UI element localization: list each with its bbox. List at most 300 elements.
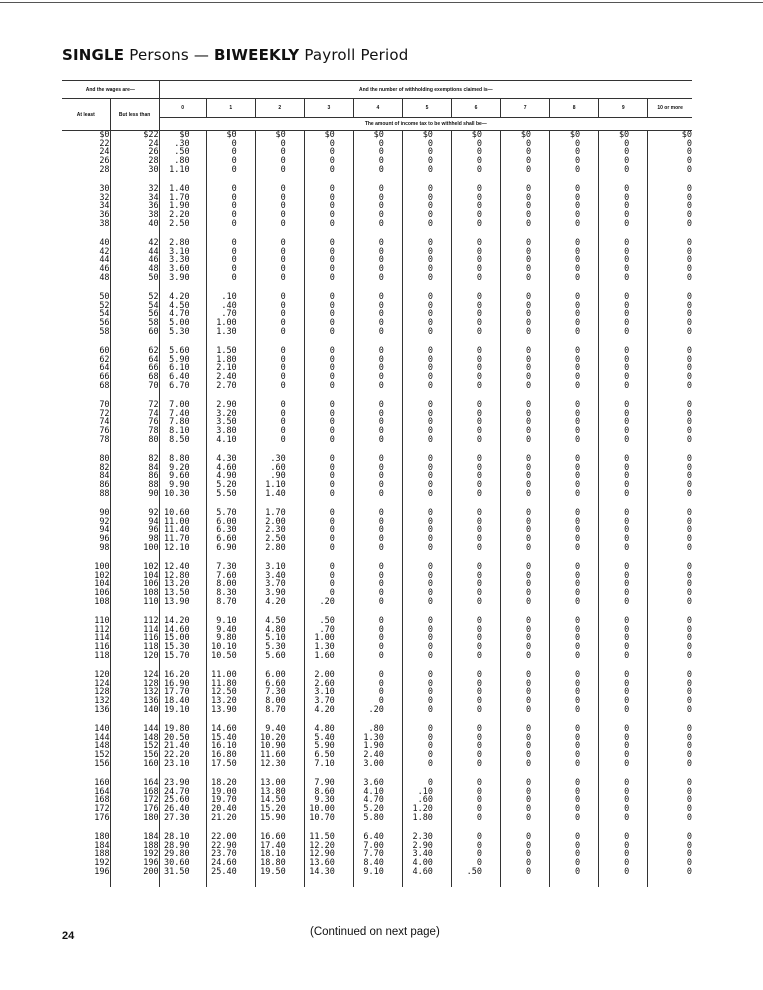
table-cell-value: 32 <box>99 192 110 203</box>
table-cell-value: 0 <box>624 238 630 248</box>
exemption-7-cell-values <box>501 563 531 607</box>
table-cell-value: 3.10 <box>169 246 190 257</box>
table-cell-value: 2.30 <box>265 525 286 536</box>
table-cell-value: 0 <box>525 516 532 527</box>
table-cell-value: 7.00 <box>363 840 384 851</box>
table-cell-value: 7.00 <box>169 400 190 410</box>
table-cell-value: 24.70 <box>164 786 190 797</box>
table-cell-value: 46 <box>99 264 110 275</box>
table-cell-value: 24.60 <box>211 858 237 869</box>
but-less-cell <box>110 779 159 833</box>
table-cell-value: 0 <box>575 840 581 851</box>
table-cell-value: 0 <box>525 542 532 553</box>
exemption-1-cell-values <box>207 455 237 499</box>
exemption-3-cell-values <box>305 293 335 337</box>
table-cell-value: 0 <box>624 832 630 842</box>
table-cell-value: 0 <box>624 354 630 365</box>
table-cell-value: 0 <box>231 138 237 149</box>
table-cell-value: 0 <box>280 238 286 248</box>
but-less-cell <box>110 185 159 239</box>
table-cell-value: 0 <box>624 454 630 464</box>
exemption-9-cell <box>599 185 648 239</box>
table-cell-value: 114 <box>94 633 110 644</box>
at-least-cell <box>62 725 110 779</box>
table-cell-value: .20 <box>319 596 335 607</box>
table-cell-value: 1.90 <box>363 741 384 752</box>
table-cell-value: 0 <box>575 795 581 806</box>
table-cell-value: 16.80 <box>211 750 237 761</box>
table-cell-value: 4.50 <box>169 300 190 311</box>
table-cell-value: 74 <box>99 417 110 428</box>
table-cell-value: 13.20 <box>164 579 190 590</box>
table-cell-value: 50 <box>99 292 110 302</box>
table-cell-value: 21.20 <box>211 812 237 823</box>
exemption-6-cell <box>452 617 501 671</box>
table-cell-value: 0 <box>329 380 335 391</box>
exemption-5-cell-values <box>403 239 433 283</box>
exemption-5-cell <box>402 455 451 509</box>
table-cell-value: 0 <box>686 462 692 473</box>
table-cell-value: 0 <box>329 218 335 229</box>
table-cell-value: 12.90 <box>309 849 335 860</box>
table-cell-value: 0 <box>378 346 384 356</box>
table-cell-value: 0 <box>476 624 482 635</box>
exemption-1-cell <box>206 239 255 293</box>
table-cell-value: 54 <box>148 300 159 311</box>
table-cell-value: .30 <box>174 138 190 149</box>
exemption-5-cell-values <box>403 563 433 607</box>
table-cell-value: 5.60 <box>265 650 286 661</box>
table-cell-value: 120 <box>143 650 159 661</box>
table-cell-value: 0 <box>525 488 532 499</box>
table-cell-value: 0 <box>686 732 692 743</box>
table-cell-value: 0 <box>525 696 532 707</box>
table-cell-value: 0 <box>624 255 630 266</box>
table-cell-value: 0 <box>476 255 482 266</box>
page-title <box>62 46 408 64</box>
table-cell-value: 18.10 <box>260 849 286 860</box>
table-cell-value: 0 <box>378 417 384 428</box>
table-cell-value: 0 <box>378 678 384 689</box>
table-cell-value: 0 <box>575 246 581 257</box>
table-cell-value: 0 <box>686 372 692 383</box>
table-cell-value: 0 <box>686 272 692 283</box>
exemption-1-cell-values <box>207 509 237 553</box>
exemption-7-cell-values <box>501 293 531 337</box>
table-cell-value: 0 <box>525 210 532 221</box>
table-row-group <box>62 347 692 401</box>
exemption-0-cell-values <box>160 185 190 229</box>
table-cell-value: 0 <box>476 309 482 320</box>
table-cell-value: 0 <box>280 426 286 437</box>
exemption-9-cell <box>599 779 648 833</box>
exemption-9-cell <box>599 725 648 779</box>
table-cell-value: $0 <box>520 130 532 140</box>
table-cell-value: 0 <box>427 650 433 661</box>
exemption-7-cell <box>501 293 550 347</box>
table-cell-value: 0 <box>476 192 482 203</box>
table-cell-value: 0 <box>427 218 433 229</box>
table-cell-value: 0 <box>525 724 532 734</box>
table-cell-value: 15.90 <box>260 812 286 823</box>
table-cell-value: 0 <box>575 741 581 752</box>
table-cell-value: 0 <box>575 508 581 518</box>
exemption-7-cell <box>501 833 550 887</box>
exemption-0-cell <box>159 401 206 455</box>
exemption-7-cell-values <box>501 779 531 823</box>
exemption-5-cell <box>402 293 451 347</box>
table-cell-value: 0 <box>378 272 384 283</box>
exemption-2-cell-values <box>256 347 286 391</box>
table-cell-value: 0 <box>427 624 433 635</box>
table-cell-value: 176 <box>143 804 159 815</box>
exemption-8-cell <box>550 239 599 293</box>
exemption-2-cell <box>255 131 304 186</box>
table-cell-value: 152 <box>94 750 110 761</box>
table-cell-value: 0 <box>525 192 532 203</box>
table-cell-value: 0 <box>575 201 581 212</box>
table-cell-value: 0 <box>476 292 482 302</box>
table-cell-value: 0 <box>427 724 433 734</box>
but-less-cell <box>110 509 159 563</box>
table-cell-value: 0 <box>378 596 384 607</box>
table-cell-value: 0 <box>476 184 482 194</box>
table-cell-value: 8.70 <box>265 704 286 715</box>
table-cell-value: 0 <box>525 238 532 248</box>
table-cell-value: 0 <box>280 218 286 229</box>
table-cell-value: 0 <box>575 858 581 869</box>
table-cell-value: 0 <box>686 687 692 698</box>
table-cell-value: 0 <box>624 804 630 815</box>
table-cell-value: 13.80 <box>260 786 286 797</box>
exemption-2-cell-values <box>256 455 286 499</box>
table-cell-value: 0 <box>525 570 532 581</box>
table-cell-value: 0 <box>378 264 384 275</box>
exemption-0-cell <box>159 293 206 347</box>
table-cell-value: 13.90 <box>211 704 237 715</box>
table-cell-value: 0 <box>476 210 482 221</box>
table-cell-value: 0 <box>378 525 384 536</box>
table-cell-value: 5.90 <box>169 354 190 365</box>
exemption-1-cell <box>206 671 255 725</box>
exemption-7-cell <box>501 725 550 779</box>
table-cell-value: 1.90 <box>169 201 190 212</box>
exemption-3-cell-values <box>305 131 335 175</box>
table-cell-value: 0 <box>525 300 532 311</box>
table-cell-value: 0 <box>575 616 581 626</box>
table-cell-value: $0 <box>618 130 630 140</box>
exemption-5-cell <box>402 239 451 293</box>
table-cell-value: 0 <box>231 255 237 266</box>
table-row-group <box>62 131 692 186</box>
table-cell-value: 12.80 <box>164 570 190 581</box>
exemption-5-cell-values <box>403 347 433 391</box>
table-cell-value: 0 <box>329 417 335 428</box>
table-cell-value: 0 <box>427 246 433 257</box>
table-cell-value: 0 <box>624 309 630 320</box>
table-cell-value: 0 <box>329 426 335 437</box>
exemption-2-cell <box>255 293 304 347</box>
table-cell-value: 0 <box>686 562 692 572</box>
table-cell-value: 0 <box>624 264 630 275</box>
exemption-7-cell-values <box>501 239 531 283</box>
table-cell-value: 0 <box>329 246 335 257</box>
table-cell-value: 0 <box>231 218 237 229</box>
table-cell-value: 0 <box>686 670 692 680</box>
exemption-1-cell <box>206 779 255 833</box>
table-cell-value: 0 <box>686 471 692 482</box>
table-cell-value: 17.70 <box>164 687 190 698</box>
exemption-10-cell <box>648 239 692 293</box>
table-cell-value: 6.00 <box>265 670 286 680</box>
table-cell-value: 104 <box>94 579 110 590</box>
table-cell-value: 0 <box>624 670 630 680</box>
exemption-3-cell-values <box>305 347 335 391</box>
table-cell-value: 2.40 <box>216 372 237 383</box>
table-cell-value: 0 <box>329 454 335 464</box>
table-cell-value: 0 <box>686 309 692 320</box>
table-cell-value: 4.20 <box>314 704 335 715</box>
table-cell-value: 0 <box>378 300 384 311</box>
table-cell-value: 0 <box>476 812 482 823</box>
exemption-2-cell <box>255 833 304 887</box>
exemption-8-cell <box>550 779 599 833</box>
table-cell-value: 10.30 <box>164 488 190 499</box>
exemption-8-cell-values <box>550 455 580 499</box>
table-cell-value: 4.20 <box>169 292 190 302</box>
exemption-5-cell-values <box>403 509 433 553</box>
at-least-cell <box>62 563 110 617</box>
exemption-1-cell-values <box>207 725 237 769</box>
exemption-8-cell <box>550 131 599 186</box>
table-cell-value: 0 <box>476 156 482 167</box>
table-body <box>62 131 692 888</box>
table-cell-value: 184 <box>94 840 110 851</box>
table-cell-value: 0 <box>427 417 433 428</box>
table-cell-value: 0 <box>476 633 482 644</box>
table-cell-value: 84 <box>99 471 110 482</box>
table-cell-value: 0 <box>575 786 581 797</box>
but-less-cell <box>110 563 159 617</box>
table-cell-value: 56 <box>148 309 159 320</box>
exemption-10-cell <box>648 347 692 401</box>
table-cell-value: 19.70 <box>211 795 237 806</box>
exemption-5-cell <box>402 347 451 401</box>
exemption-0-cell <box>159 509 206 563</box>
table-cell-value: 48 <box>99 272 110 283</box>
table-cell-value: 2.80 <box>169 238 190 248</box>
table-cell-value: 7.70 <box>363 849 384 860</box>
exemption-9-cell <box>599 671 648 725</box>
table-cell-value: 2.70 <box>216 380 237 391</box>
table-cell-value: 0 <box>476 462 482 473</box>
exemption-0-cell <box>159 671 206 725</box>
table-cell-value: 0 <box>378 380 384 391</box>
exemption-3-cell <box>304 347 353 401</box>
table-cell-value: 0 <box>686 380 692 391</box>
table-cell-value: 102 <box>94 570 110 581</box>
exemption-8-cell-values <box>550 509 580 553</box>
exemption-4-cell <box>353 185 402 239</box>
table-cell-value: 58 <box>99 326 110 337</box>
table-cell-value: 24 <box>148 138 159 149</box>
table-cell-value: 0 <box>575 471 581 482</box>
table-cell-value: 0 <box>378 650 384 661</box>
table-cell-value: 0 <box>378 164 384 175</box>
exemption-5-cell-values <box>403 293 433 337</box>
table-cell-value: 0 <box>624 678 630 689</box>
but-less-cell <box>110 617 159 671</box>
table-cell-value: 3.60 <box>169 264 190 275</box>
exemption-4-cell <box>353 617 402 671</box>
table-cell-value: 0 <box>329 471 335 482</box>
exemption-6-cell <box>452 725 501 779</box>
exemption-3-cell-values <box>305 833 335 877</box>
table-cell-value: 0 <box>427 471 433 482</box>
table-cell-value: 0 <box>624 184 630 194</box>
table-cell-value: 0 <box>686 408 692 419</box>
exemption-5-cell <box>402 725 451 779</box>
table-cell-value: 44 <box>99 255 110 266</box>
table-cell-value: 0 <box>624 642 630 653</box>
table-cell-value: 0 <box>427 508 433 518</box>
table-cell-value: 0 <box>378 696 384 707</box>
table-cell-value: .90 <box>270 471 286 482</box>
table-cell-value: 50 <box>148 272 159 283</box>
exemption-6-cell <box>452 509 501 563</box>
at-least-cell <box>62 671 110 725</box>
table-cell-value: .60 <box>270 462 286 473</box>
table-cell-value: 0 <box>427 687 433 698</box>
table-cell-value: 22.20 <box>164 750 190 761</box>
exemption-1-cell <box>206 617 255 671</box>
table-cell-value: 0 <box>329 264 335 275</box>
at-least-cell <box>62 617 110 671</box>
table-cell-value: 84 <box>148 462 159 473</box>
exemption-0-cell <box>159 131 206 186</box>
table-cell-value: 0 <box>525 795 532 806</box>
table-cell-value: 0 <box>329 562 335 572</box>
table-cell-value: 26.40 <box>164 804 190 815</box>
exemption-7-cell <box>501 239 550 293</box>
table-cell-value: 0 <box>427 480 433 491</box>
table-cell-value: 0 <box>378 588 384 599</box>
table-cell-value: 0 <box>575 724 581 734</box>
table-cell-value: 0 <box>378 624 384 635</box>
table-cell-value: 0 <box>525 534 532 545</box>
table-cell-value: 0 <box>231 264 237 275</box>
table-cell-value: 13.20 <box>211 696 237 707</box>
table-cell-value: 0 <box>378 670 384 680</box>
exemption-3-cell <box>304 293 353 347</box>
exemption-1-cell-values <box>207 185 237 229</box>
exemption-10-cell <box>648 563 692 617</box>
table-cell-value: 102 <box>143 562 159 572</box>
table-cell-value: 2.10 <box>216 363 237 374</box>
table-cell-value: 0 <box>686 525 692 536</box>
table-cell-value: 16.20 <box>164 670 190 680</box>
table-cell-value: 0 <box>575 642 581 653</box>
table-cell-value: 0 <box>476 696 482 707</box>
exemption-9-cell <box>599 617 648 671</box>
exemption-6-cell <box>452 671 501 725</box>
exemption-4-cell <box>353 131 402 186</box>
table-cell-value: 0 <box>329 508 335 518</box>
exemption-7-cell <box>501 509 550 563</box>
table-cell-value: 7.30 <box>265 687 286 698</box>
table-cell-value: 0 <box>525 741 532 752</box>
exemption-10-cell <box>648 509 692 563</box>
table-cell-value: 172 <box>143 795 159 806</box>
table-cell-value: 9.40 <box>216 624 237 635</box>
exemption-2-cell-values <box>256 617 286 661</box>
table-cell-value: 200 <box>143 866 159 877</box>
table-cell-value: 0 <box>624 363 630 374</box>
table-cell-value: 0 <box>525 525 532 536</box>
table-cell-value: 0 <box>476 246 482 257</box>
exemption-4-cell-values <box>354 509 384 553</box>
table-cell-value: 0 <box>280 408 286 419</box>
table-row-group <box>62 617 692 671</box>
table-cell-value: 106 <box>94 588 110 599</box>
exemption-0-cell-values <box>160 563 190 607</box>
exemption-1-cell <box>206 401 255 455</box>
table-cell-value: 66 <box>148 363 159 374</box>
table-cell-value: 8.70 <box>216 596 237 607</box>
table-cell-value: 5.60 <box>169 346 190 356</box>
table-cell-value: 0 <box>686 858 692 869</box>
table-cell-value: 14.60 <box>164 624 190 635</box>
table-cell-value: 1.30 <box>363 732 384 743</box>
table-cell-value: 3.00 <box>363 758 384 769</box>
table-cell-value: 0 <box>427 696 433 707</box>
exemption-6-cell-values <box>452 725 482 769</box>
table-cell-value: 0 <box>575 650 581 661</box>
table-cell-value: 0 <box>575 264 581 275</box>
table-cell-value: 2.30 <box>412 832 433 842</box>
table-cell-value: 0 <box>378 471 384 482</box>
table-cell-value: 0 <box>624 326 630 337</box>
table-cell-value: 0 <box>280 201 286 212</box>
table-cell-value: 0 <box>476 534 482 545</box>
table-cell-value: 0 <box>329 346 335 356</box>
table-cell-value: 0 <box>378 400 384 410</box>
table-cell-value: 0 <box>525 866 532 877</box>
table-cell-value: 0 <box>378 480 384 491</box>
table-cell-value: 4.90 <box>216 471 237 482</box>
exemption-10-cell <box>648 617 692 671</box>
table-cell-value: 0 <box>378 138 384 149</box>
table-cell-value: 28 <box>148 156 159 167</box>
table-cell-value: 0 <box>686 804 692 815</box>
table-cell-value: 0 <box>525 687 532 698</box>
exemption-2-cell-values <box>256 779 286 823</box>
table-cell-value: 0 <box>575 750 581 761</box>
table-cell-value: 36 <box>99 210 110 221</box>
table-cell-value: 176 <box>94 812 110 823</box>
table-cell-value: 0 <box>231 272 237 283</box>
exemption-7-cell <box>501 131 550 186</box>
exemption-5-cell-values <box>403 671 433 715</box>
table-cell-value: 0 <box>378 508 384 518</box>
table-cell-value: 98 <box>148 534 159 545</box>
table-cell-value: 0 <box>686 534 692 545</box>
table-cell-value: 7.80 <box>169 417 190 428</box>
table-cell-value: 0 <box>686 812 692 823</box>
table-cell-value: 0 <box>476 516 482 527</box>
table-cell-value: 0 <box>427 633 433 644</box>
table-cell-value: 6.10 <box>169 363 190 374</box>
